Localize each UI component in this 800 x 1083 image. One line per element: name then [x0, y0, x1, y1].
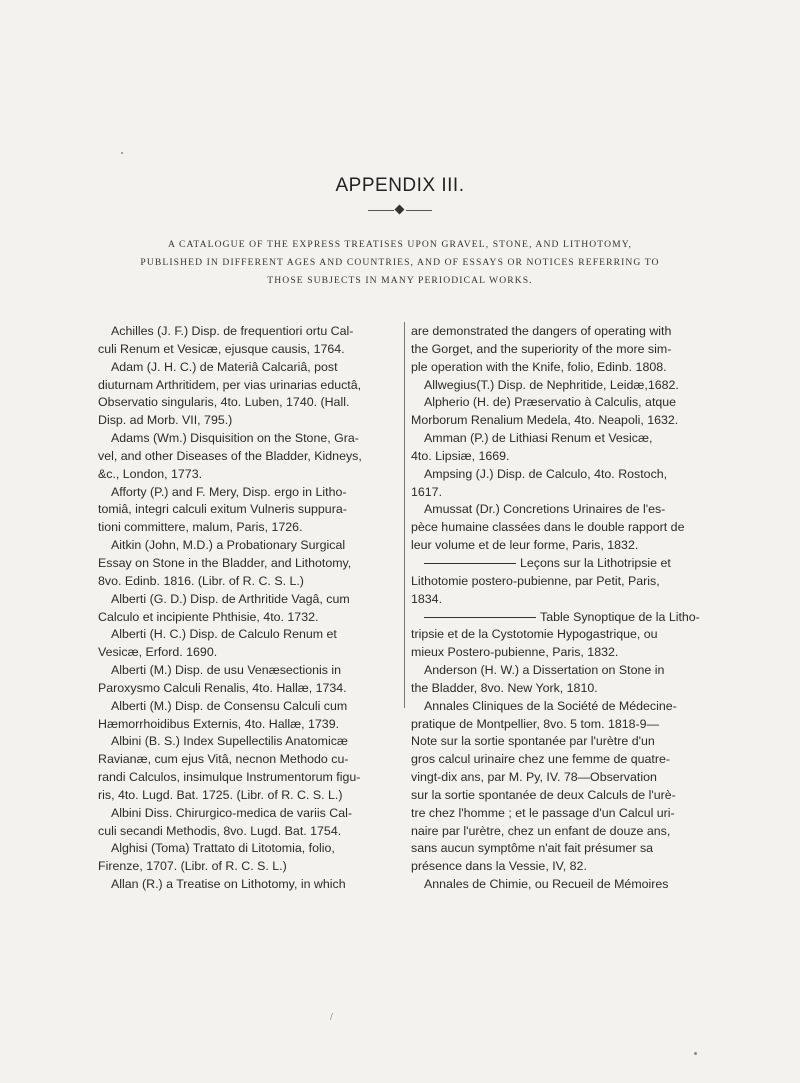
entry-line — [411, 573, 715, 591]
entry-line — [98, 876, 396, 894]
entry-line — [98, 573, 396, 591]
catalogue-entry — [98, 323, 396, 359]
entry-text: the Bladder, 8vo. New York, 1810. — [411, 680, 598, 695]
entry-text: Lithotomie postero-pubienne, par Petit, Paris, — [411, 573, 660, 588]
entry-line — [98, 644, 396, 662]
entry-line — [411, 394, 715, 412]
right-column — [411, 323, 715, 894]
entry-text: diuturnam Arthritidem, per vias urinarias eductâ, — [98, 377, 362, 392]
diamond-icon — [395, 205, 405, 215]
entry-line — [411, 680, 715, 698]
entry-line — [411, 323, 715, 341]
entry-text: Aitkin (John, M.D.) a Probationary Surgical — [111, 538, 346, 553]
entry-text: the Gorget, and the superiority of the more sim- — [411, 341, 672, 356]
entry-text: culi Renum et Vesicæ, ejusque causis, 1764. — [98, 341, 345, 356]
entry-text: Annales de Chimie, ou Recueil de Mémoires — [424, 877, 669, 892]
entry-line — [98, 501, 396, 519]
entry-text: Disp. ad Morb. VII, 795.) — [98, 413, 233, 428]
entry-text: Anderson (H. W.) a Dissertation on Stone in — [424, 663, 665, 678]
entry-line — [98, 609, 396, 627]
entry-line — [98, 626, 396, 644]
entry-text: Essay on Stone in the Bladder, and Lithotomy, — [98, 555, 352, 570]
entry-line — [98, 751, 396, 769]
entry-line — [411, 787, 715, 805]
entry-text: Annales Cliniques de la Société de Médecine- — [424, 698, 677, 713]
entry-line — [411, 662, 715, 680]
catalogue-entry — [411, 876, 715, 894]
entry-line — [411, 341, 715, 359]
entry-text: Alberti (M.) Disp. de usu Venæsectionis in — [111, 663, 342, 678]
entry-line — [411, 876, 715, 894]
entry-text: Leçons sur la Lithotripsie et — [520, 555, 671, 570]
catalogue-entry — [98, 626, 396, 662]
entry-text: Albini (B. S.) Index Supellectilis Anatomicæ — [111, 734, 348, 749]
ditto-dash — [424, 563, 516, 564]
catalogue-entry — [411, 662, 715, 698]
entry-text: tomiâ, integri calculi exitum Vulneris suppura- — [98, 502, 347, 517]
entry-line — [411, 769, 715, 787]
entry-line — [98, 484, 396, 502]
title-ornament — [368, 206, 432, 216]
entry-text: Adam (J. H. C.) de Materiâ Calcariâ, post — [111, 359, 338, 374]
catalogue-entry — [411, 698, 715, 876]
entry-line — [411, 519, 715, 537]
paper-speck — [694, 1052, 697, 1055]
entry-line — [411, 359, 715, 377]
entry-text: pèce humaine classées dans le double rapport de — [411, 520, 685, 535]
entry-text: Afforty (P.) and F. Mery, Disp. ergo in Litho- — [111, 484, 347, 499]
entry-line — [98, 466, 396, 484]
entry-text: Alghisi (Toma) Trattato di Litotomia, folio, — [111, 841, 335, 856]
entry-line — [98, 698, 396, 716]
entry-line — [411, 698, 715, 716]
entry-line — [98, 430, 396, 448]
entry-text: 1834. — [411, 591, 443, 606]
catalogue-entry — [98, 591, 396, 627]
page-title: APPENDIX III. — [335, 175, 465, 196]
entry-line — [98, 769, 396, 787]
entry-text: sur la sortie spontanée de deux Calculs de l'urè- — [411, 787, 676, 802]
entry-text: Table Synoptique de la Litho- — [540, 609, 700, 624]
entry-text: gros calcul urinaire chez une femme de quatre- — [411, 752, 670, 767]
catalogue-entry — [98, 430, 396, 484]
entry-line — [411, 377, 715, 395]
catalogue-entry — [411, 323, 715, 377]
catalogue-entry — [98, 698, 396, 734]
entry-line — [411, 626, 715, 644]
entry-line — [411, 501, 715, 519]
entry-text: 1617. — [411, 484, 443, 499]
column-divider — [404, 322, 405, 708]
entry-text: Ravianæ, cum ejus Vitâ, necnon Methodo cu- — [98, 752, 349, 767]
entry-text: mieux Postero-pubienne, Paris, 1832. — [411, 645, 619, 660]
entry-line — [411, 484, 715, 502]
catalogue-entry — [411, 377, 715, 395]
entry-line — [98, 359, 396, 377]
entry-line — [98, 591, 396, 609]
entry-text: randi Calculos, insimulque Instrumentorum figu- — [98, 770, 361, 785]
entry-line — [98, 555, 396, 573]
entry-line — [98, 377, 396, 395]
entry-line — [98, 840, 396, 858]
catalogue-entry — [98, 484, 396, 538]
entry-text: are demonstrated the dangers of operating with — [411, 324, 672, 338]
entry-text: Adams (Wm.) Disquisition on the Stone, Gra- — [111, 431, 359, 446]
ditto-dash — [424, 617, 536, 618]
heading-line: PUBLISHED IN DIFFERENT AGES AND COUNTRIES, AND OF ESSAYS OR NOTICES REFERRING TO — [140, 257, 660, 268]
entry-text: pratique de Montpellier, 8vo. 5 tom. 1818-9— — [411, 716, 659, 731]
catalogue-entry — [411, 466, 715, 502]
catalogue-entry — [411, 430, 715, 466]
catalogue-heading — [100, 236, 700, 290]
entry-line — [411, 751, 715, 769]
entry-line — [98, 341, 396, 359]
paper-speck — [121, 152, 123, 154]
entry-line — [411, 555, 715, 573]
entry-line — [98, 519, 396, 537]
entry-line — [98, 537, 396, 555]
entry-text: &c., London, 1773. — [98, 466, 203, 481]
entry-line — [98, 662, 396, 680]
entry-text: Alberti (M.) Disp. de Consensu Calculi cum — [111, 698, 348, 713]
ornament-rule-left — [368, 210, 394, 211]
catalogue-entry — [98, 840, 396, 876]
entry-line — [411, 823, 715, 841]
catalogue-entry — [98, 662, 396, 698]
entry-text: Amman (P.) de Lithiasi Renum et Vesicæ, — [424, 431, 653, 446]
left-column — [98, 323, 396, 894]
entry-text: vingt-dix ans, par M. Py, IV. 78—Observation — [411, 770, 657, 785]
entry-text: tioni committere, malum, Paris, 1726. — [98, 520, 303, 535]
entry-line — [98, 733, 396, 751]
catalogue-entry — [98, 537, 396, 591]
entry-line — [98, 412, 396, 430]
entry-text: Firenze, 1707. (Libr. of R. C. S. L.) — [98, 859, 287, 874]
entry-text: Morborum Renalium Medela, 4to. Neapoli, 1632. — [411, 413, 679, 428]
entry-text: culi secandi Methodis, 8vo. Lugd. Bat. 1754. — [98, 823, 342, 838]
entry-line — [411, 591, 715, 609]
entry-line — [411, 858, 715, 876]
entry-line — [98, 323, 396, 341]
entry-text: 4to. Lipsiæ, 1669. — [411, 448, 510, 463]
entry-line — [98, 680, 396, 698]
heading-line: THOSE SUBJECTS IN MANY PERIODICAL WORKS. — [267, 275, 533, 286]
entry-text: sans aucun symptôme n'ait fait présumer sa — [411, 841, 654, 856]
entry-line — [411, 609, 715, 627]
catalogue-entry — [411, 555, 715, 609]
entry-text: Calculo et incipiente Phthisie, 4to. 1732. — [98, 609, 319, 624]
entry-text: Albini Diss. Chirurgico-medica de variis Cal- — [111, 805, 353, 820]
entry-text: ris, 4to. Lugd. Bat. 1725. (Libr. of R. C. S. L.) — [98, 787, 343, 802]
entry-line — [98, 716, 396, 734]
catalogue-entry — [411, 394, 715, 430]
heading-line: A CATALOGUE OF THE EXPRESS TREATISES UPON GRAVEL, STONE, AND LITHOTOMY, — [167, 239, 633, 250]
catalogue-entry — [411, 501, 715, 555]
entry-text: Hæmorrhoidibus Externis, 4to. Hallæ, 1739. — [98, 716, 340, 731]
entry-line — [411, 805, 715, 823]
entry-line — [98, 805, 396, 823]
catalogue-entry — [98, 359, 396, 430]
entry-text: Note sur la sortie spontanée par l'urètre d'un — [411, 734, 655, 749]
entry-text: Observatio singularis, 4to. Luben, 1740. (Hall. — [98, 395, 350, 410]
stray-mark: / — [330, 1012, 333, 1023]
catalogue-entry — [98, 876, 396, 894]
entry-line — [98, 858, 396, 876]
entry-line — [98, 787, 396, 805]
entry-line — [411, 840, 715, 858]
ornament-rule-right — [406, 210, 432, 211]
entry-line — [411, 448, 715, 466]
entry-line — [98, 823, 396, 841]
entry-line — [98, 448, 396, 466]
entry-text: Alberti (G. D.) Disp. de Arthritide Vagâ, cum — [111, 591, 350, 606]
entry-text: leur volume et de leur forme, Paris, 1832. — [411, 538, 639, 553]
entry-text: Ampsing (J.) Disp. de Calculo, 4to. Rostoch, — [424, 466, 668, 481]
entry-text: tripsie et de la Cystotomie Hypogastrique, ou — [411, 627, 658, 642]
entry-text: naire par l'urètre, chez un enfant de douze ans, — [411, 823, 671, 838]
entry-text: Achilles (J. F.) Disp. de frequentiori ortu Cal- — [111, 324, 354, 338]
entry-line — [411, 644, 715, 662]
entry-line — [411, 466, 715, 484]
entry-text: Paroxysmo Calculi Renalis, 4to. Hallæ, 1734. — [98, 680, 347, 695]
entry-text: Allan (R.) a Treatise on Lithotomy, in which — [111, 877, 346, 892]
entry-text: vel, and other Diseases of the Bladder, Kidneys, — [98, 448, 362, 463]
catalogue-entry — [98, 805, 396, 841]
entry-line — [411, 733, 715, 751]
catalogue-entry — [411, 609, 715, 663]
entry-text: Amussat (Dr.) Concretions Urinaires de l'es- — [424, 502, 666, 517]
entry-text: Vesicæ, Erford. 1690. — [98, 645, 218, 660]
entry-text: présence dans la Vessie, IV, 82. — [411, 859, 587, 874]
entry-line — [411, 412, 715, 430]
entry-line — [411, 716, 715, 734]
entry-line — [98, 394, 396, 412]
entry-text: Alpherio (H. de) Præservatio à Calculis, atque — [424, 395, 677, 410]
entry-line — [411, 537, 715, 555]
entry-text: ple operation with the Knife, folio, Edinb. 1808. — [411, 359, 667, 374]
entry-text: tre chez l'homme ; et le passage d'un Calcul uri- — [411, 805, 675, 820]
entry-line — [411, 430, 715, 448]
entry-text: 8vo. Edinb. 1816. (Libr. of R. C. S. L.) — [98, 573, 304, 588]
entry-text: Allwegius(T.) Disp. de Nephritide, Leidæ,1682. — [424, 377, 679, 392]
catalogue-entry — [98, 733, 396, 804]
entry-text: Alberti (H. C.) Disp. de Calculo Renum et — [111, 627, 337, 642]
